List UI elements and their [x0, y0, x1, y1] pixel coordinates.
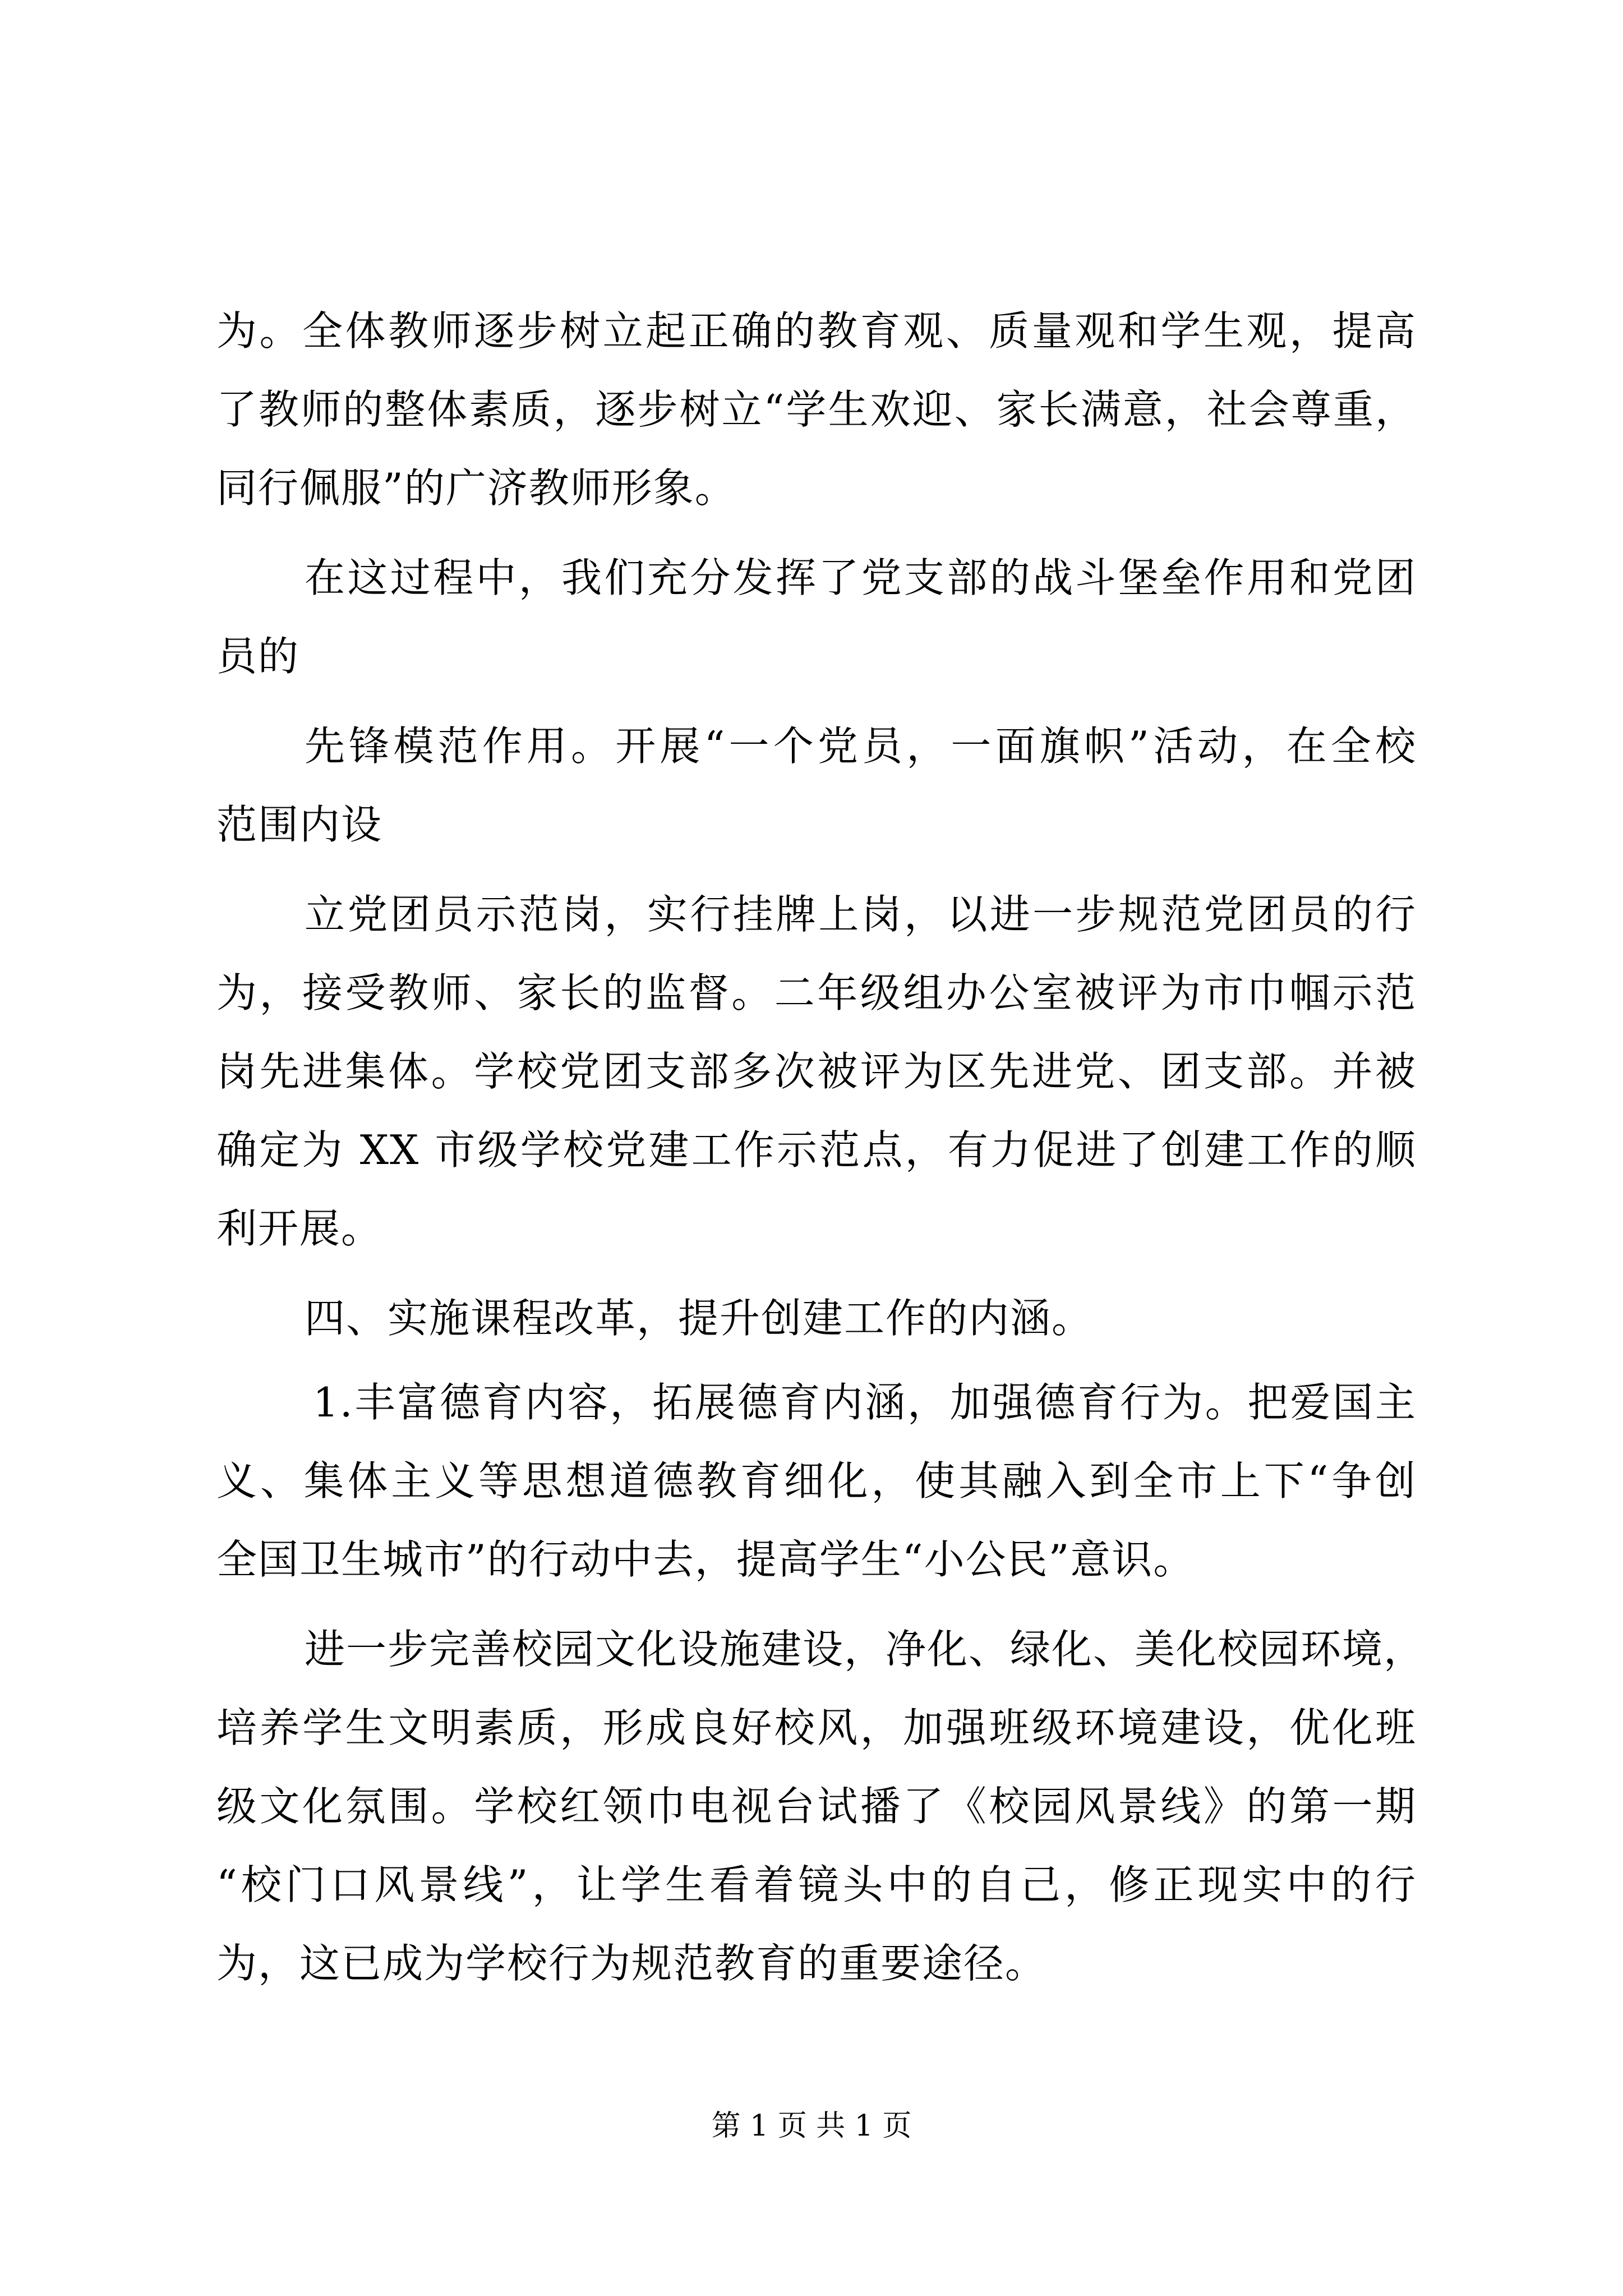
paragraph-first-line: 1.丰富德育内容，拓展德育内涵，加强德育行为。把爱国主 [313, 1379, 1417, 1426]
text-line: “校门口风景线”，让学生看着镜头中的自己，修正现实中的行 [216, 1861, 1417, 1908]
text-line: 全国卫生城市”的行动中去，提高学生“小公民”意识。 [216, 1536, 1195, 1583]
page-number-footer: 第 1 页 共 1 页 [711, 2109, 912, 2143]
section-heading: 四、实施课程改革，提升创建工作的内涵。 [305, 1295, 1094, 1342]
paragraph-first-line: 进一步完善校园文化设施建设，净化、绿化、美化校园环境， [305, 1626, 1426, 1673]
text-line: 了教师的整体素质，逐步树立“学生欢迎、家长满意，社会尊重， [216, 386, 1417, 433]
paragraph-first-line: 先锋模范作用。开展“一个党员，一面旗帜”活动，在全校 [305, 723, 1417, 770]
text-line: 为。全体教师逐步树立起正确的教育观、质量观和学生观，提高 [216, 307, 1417, 355]
text-line: 员的 [216, 633, 300, 680]
text-line: 义、集体主义等思想道德教育细化，使其融入到全市上下“争创 [216, 1457, 1417, 1504]
text-line: 级文化氛围。学校红领巾电视台试播了《校园风景线》的第一期 [216, 1783, 1417, 1830]
text-line: 岗先进集体。学校党团支部多次被评为区先进党、团支部。并被 [216, 1048, 1417, 1095]
text-line: 为，这已成为学校行为规范教育的重要途径。 [216, 1940, 1047, 1987]
paragraph-first-line: 立党团员示范岗，实行挂牌上岗，以进一步规范党团员的行 [305, 891, 1417, 938]
text-line: 培养学生文明素质，形成良好校风，加强班级环境建设，优化班 [216, 1704, 1417, 1751]
text-line: 确定为 XX 市级学校党建工作示范点，有力促进了创建工作的顺 [216, 1126, 1417, 1174]
paragraph-first-line: 在这过程中，我们充分发挥了党支部的战斗堡垒作用和党团 [305, 554, 1417, 601]
text-line: 利开展。 [216, 1205, 383, 1252]
text-line: 范围内设 [216, 801, 383, 848]
text-line: 为，接受教师、家长的监督。二年级组办公室被评为市巾帼示范 [216, 969, 1417, 1016]
text-line: 同行佩服”的广济教师形象。 [216, 464, 736, 512]
